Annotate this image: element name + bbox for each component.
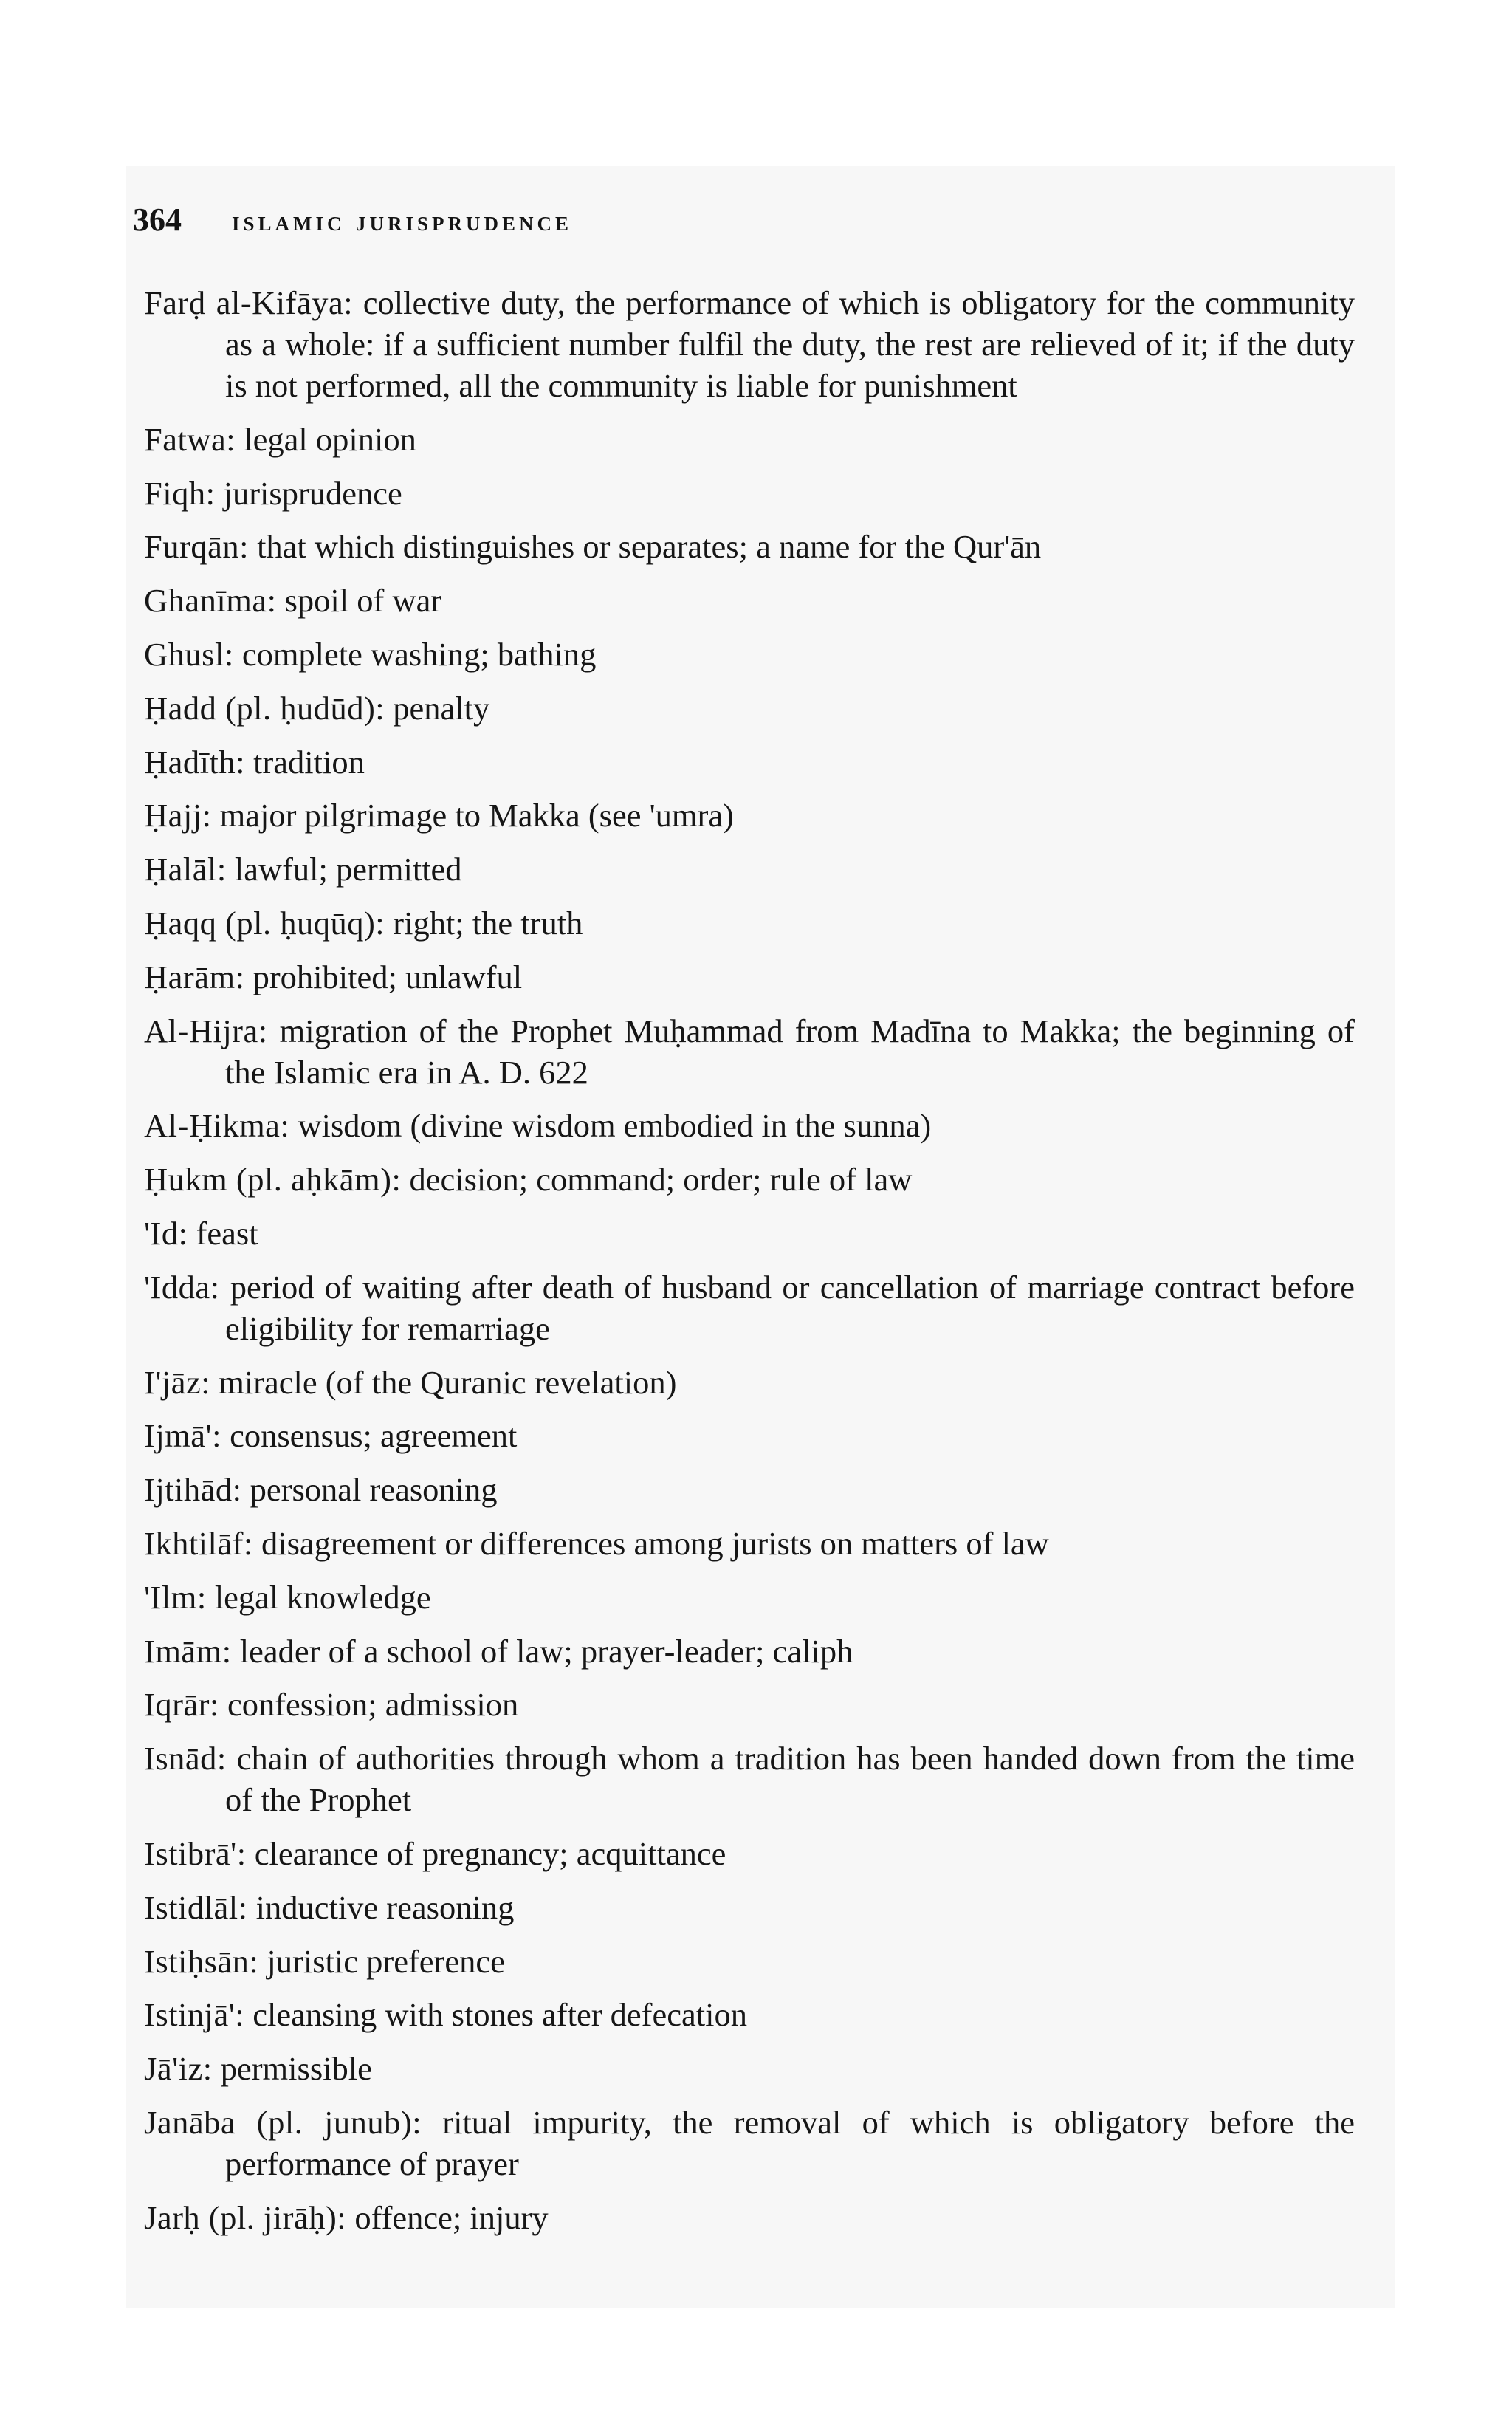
glossary-definition: consensus; agreement (230, 1417, 518, 1455)
glossary-definition: tradition (253, 743, 365, 781)
glossary-entry (144, 1523, 1355, 1564)
glossary-term: Furqān: (144, 528, 249, 566)
glossary-definition: disagreement or differences among jurists on matters of law (261, 1524, 1049, 1562)
glossary-entry (144, 1833, 1355, 1874)
glossary-term: Ḥadd (pl. ḥudūd): (144, 689, 385, 727)
glossary-entry (144, 1738, 1355, 1820)
glossary-term: Farḍ al-Kifāya: (144, 284, 354, 321)
glossary-definition: miracle (of the Quranic revelation) (219, 1363, 677, 1401)
glossary-definition: period of waiting after death of husband or cancellation of marriage contract before eligibility for remarriage (225, 1268, 1355, 1347)
glossary-definition: jurisprudence (223, 474, 402, 512)
glossary-entry (144, 1105, 1355, 1146)
glossary-term: Jarḥ (pl. jirāḥ): (144, 2198, 347, 2236)
glossary-term: Istinjā': (144, 1996, 245, 2034)
glossary-entry (144, 956, 1355, 998)
glossary-term: Imām: (144, 1632, 232, 1670)
glossary-definition: personal reasoning (250, 1471, 498, 1509)
glossary-definition: juristic preference (267, 1942, 505, 1980)
glossary-entry (144, 1010, 1355, 1093)
glossary-definition: major pilgrimage to Makka (see 'umra) (219, 797, 734, 834)
glossary-definition: clearance of pregnancy; acquittance (254, 1834, 726, 1872)
glossary-definition: confession; admission (227, 1686, 519, 1724)
glossary-entry (144, 1213, 1355, 1254)
glossary-entry (144, 688, 1355, 729)
glossary-entry (144, 1994, 1355, 2035)
page-header (133, 201, 572, 239)
glossary-entry (144, 1266, 1355, 1349)
glossary-entry (144, 526, 1355, 567)
glossary-definition: permissible (220, 2050, 372, 2088)
glossary-entry (144, 902, 1355, 944)
glossary-entry (144, 795, 1355, 836)
glossary-term: Fiqh: (144, 474, 216, 512)
glossary-entry (144, 1941, 1355, 1982)
glossary-definition: feast (196, 1214, 258, 1252)
glossary-definition: leader of a school of law; prayer-leader; caliph (239, 1632, 853, 1670)
glossary-entry (144, 849, 1355, 890)
glossary-definition: decision; command; order; rule of law (409, 1161, 913, 1199)
glossary-entry (144, 419, 1355, 460)
glossary-entry (144, 2048, 1355, 2089)
glossary-term: Ḥajj: (144, 797, 212, 834)
glossary-term: Ijtihād: (144, 1471, 242, 1509)
glossary-term: 'Id: (144, 1214, 188, 1252)
glossary-entry (144, 282, 1355, 406)
glossary-definition: penalty (393, 689, 490, 727)
glossary-term: Iqrār: (144, 1686, 219, 1724)
glossary-definition: spoil of war (284, 582, 442, 620)
glossary-definition: ritual impurity, the removal of which is obligatory before the performance of prayer (225, 2103, 1355, 2182)
glossary-entry (144, 1469, 1355, 1510)
glossary-definition: inductive reasoning (255, 1888, 515, 1926)
glossary-term: Ghusl: (144, 635, 234, 673)
glossary-definition: right; the truth (393, 904, 583, 942)
glossary-entry (144, 1159, 1355, 1200)
glossary-definition: offence; injury (354, 2198, 549, 2236)
glossary-term: Ḥukm (pl. aḥkām): (144, 1161, 402, 1199)
glossary-entry (144, 580, 1355, 621)
glossary-term: Istiḥsān: (144, 1942, 259, 1980)
glossary-term: Isnād: (144, 1740, 227, 1777)
glossary-definition: chain of authorities through whom a tradition has been handed down from the time of the Prophet (225, 1740, 1355, 1819)
glossary-term: Istidlāl: (144, 1888, 248, 1926)
glossary-definition: that which distinguishes or separates; a name for the Qur'ān (257, 528, 1042, 566)
glossary-term: Ḥaqq (pl. ḥuqūq): (144, 904, 385, 942)
glossary-term: Ikhtilāf: (144, 1524, 253, 1562)
glossary-entry (144, 1631, 1355, 1672)
glossary-term: I'jāz: (144, 1363, 211, 1401)
glossary-term: Ḥarām: (144, 958, 245, 995)
glossary-term: Jā'iz: (144, 2050, 213, 2088)
glossary-definition: legal opinion (244, 420, 416, 458)
glossary-entry (144, 2197, 1355, 2238)
glossary-entry (144, 1577, 1355, 1618)
glossary-term: Ḥalāl: (144, 851, 227, 888)
glossary-term: Fatwa: (144, 420, 236, 458)
glossary-definition: migration of the Prophet Muḥammad from Madīna to Makka; the beginning of the Islamic era in A. D. 622 (225, 1012, 1355, 1091)
glossary-definition: complete washing; bathing (241, 635, 597, 673)
glossary-term: Janāba (pl. junub): (144, 2103, 422, 2141)
glossary-term: Ghanīma: (144, 582, 277, 620)
glossary-term: Al-Hijra: (144, 1012, 268, 1049)
glossary-entry (144, 2102, 1355, 2184)
glossary-term: Al-Ḥikma: (144, 1107, 290, 1145)
glossary-entry (144, 473, 1355, 514)
glossary-entry (144, 634, 1355, 675)
glossary-definition: cleansing with stones after defecation (252, 1996, 747, 2034)
glossary-entry (144, 1684, 1355, 1725)
glossary-definition: collective duty, the performance of which is obligatory for the community as a whole: if a sufficient number fulfil the duty, the rest are relieved of it; if the duty is not performed, all the community is liable for punishment (225, 284, 1355, 404)
glossary-entry (144, 1415, 1355, 1456)
glossary-term: 'Ilm: (144, 1578, 207, 1616)
running-title: islamic jurisprudence (232, 206, 573, 237)
glossary-term: Istibrā': (144, 1834, 247, 1872)
glossary-term: Ijmā': (144, 1417, 221, 1455)
page-number: 364 (133, 202, 182, 238)
glossary-definition: lawful; permitted (234, 851, 462, 888)
glossary-entry (144, 741, 1355, 783)
glossary-entry (144, 1887, 1355, 1928)
glossary-definition: prohibited; unlawful (252, 958, 523, 995)
glossary-entry (144, 1362, 1355, 1403)
glossary-term: Ḥadīth: (144, 743, 245, 781)
glossary-list (144, 282, 1355, 2251)
glossary-definition: legal knowledge (214, 1578, 431, 1616)
glossary-term: 'Idda: (144, 1268, 220, 1306)
glossary-definition: wisdom (divine wisdom embodied in the sunna) (298, 1107, 932, 1145)
